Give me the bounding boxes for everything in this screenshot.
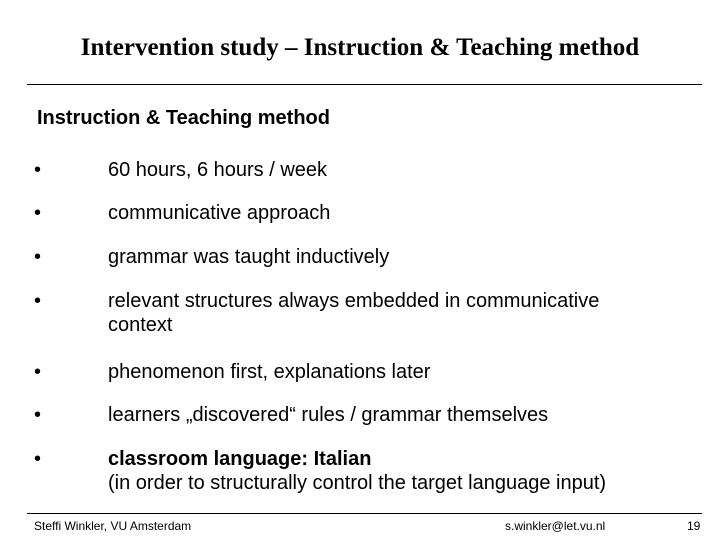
- page-number: 19: [687, 519, 701, 533]
- bullet-text: 60 hours, 6 hours / week: [108, 159, 328, 181]
- bullet-text: grammar was taught inductively: [108, 246, 390, 268]
- slide-title: Intervention study – Instruction & Teaching method: [80, 34, 640, 61]
- title-divider: [27, 84, 702, 85]
- bullet-dot-icon: •: [34, 361, 42, 383]
- bullet-dot-icon: •: [34, 202, 42, 224]
- bullet-text: phenomenon first, explanations later: [108, 361, 431, 383]
- bullet-dot-icon: •: [34, 448, 42, 470]
- bullet-text: communicative approach: [108, 202, 331, 224]
- bullet-dot-icon: •: [34, 404, 42, 426]
- footer-author: Steffi Winkler, VU Amsterdam: [34, 519, 192, 533]
- bullet-dot-icon: •: [34, 290, 42, 312]
- bullet-text: relevant structures always embedded in communicative context: [108, 290, 600, 336]
- bullet-dot-icon: •: [34, 159, 42, 181]
- bullet-text: learners „discovered“ rules / grammar themselves: [108, 404, 549, 426]
- footer-divider: [27, 513, 702, 514]
- bullet-text: classroom language: Italian (in order to structurally control the target language input): [108, 447, 713, 495]
- bullet-dot-icon: •: [34, 246, 42, 268]
- footer-email: s.winkler@let.vu.nl: [505, 519, 606, 533]
- section-heading: Instruction & Teaching method: [37, 107, 330, 129]
- bullet-text-bold: classroom language: Italian: [108, 448, 372, 470]
